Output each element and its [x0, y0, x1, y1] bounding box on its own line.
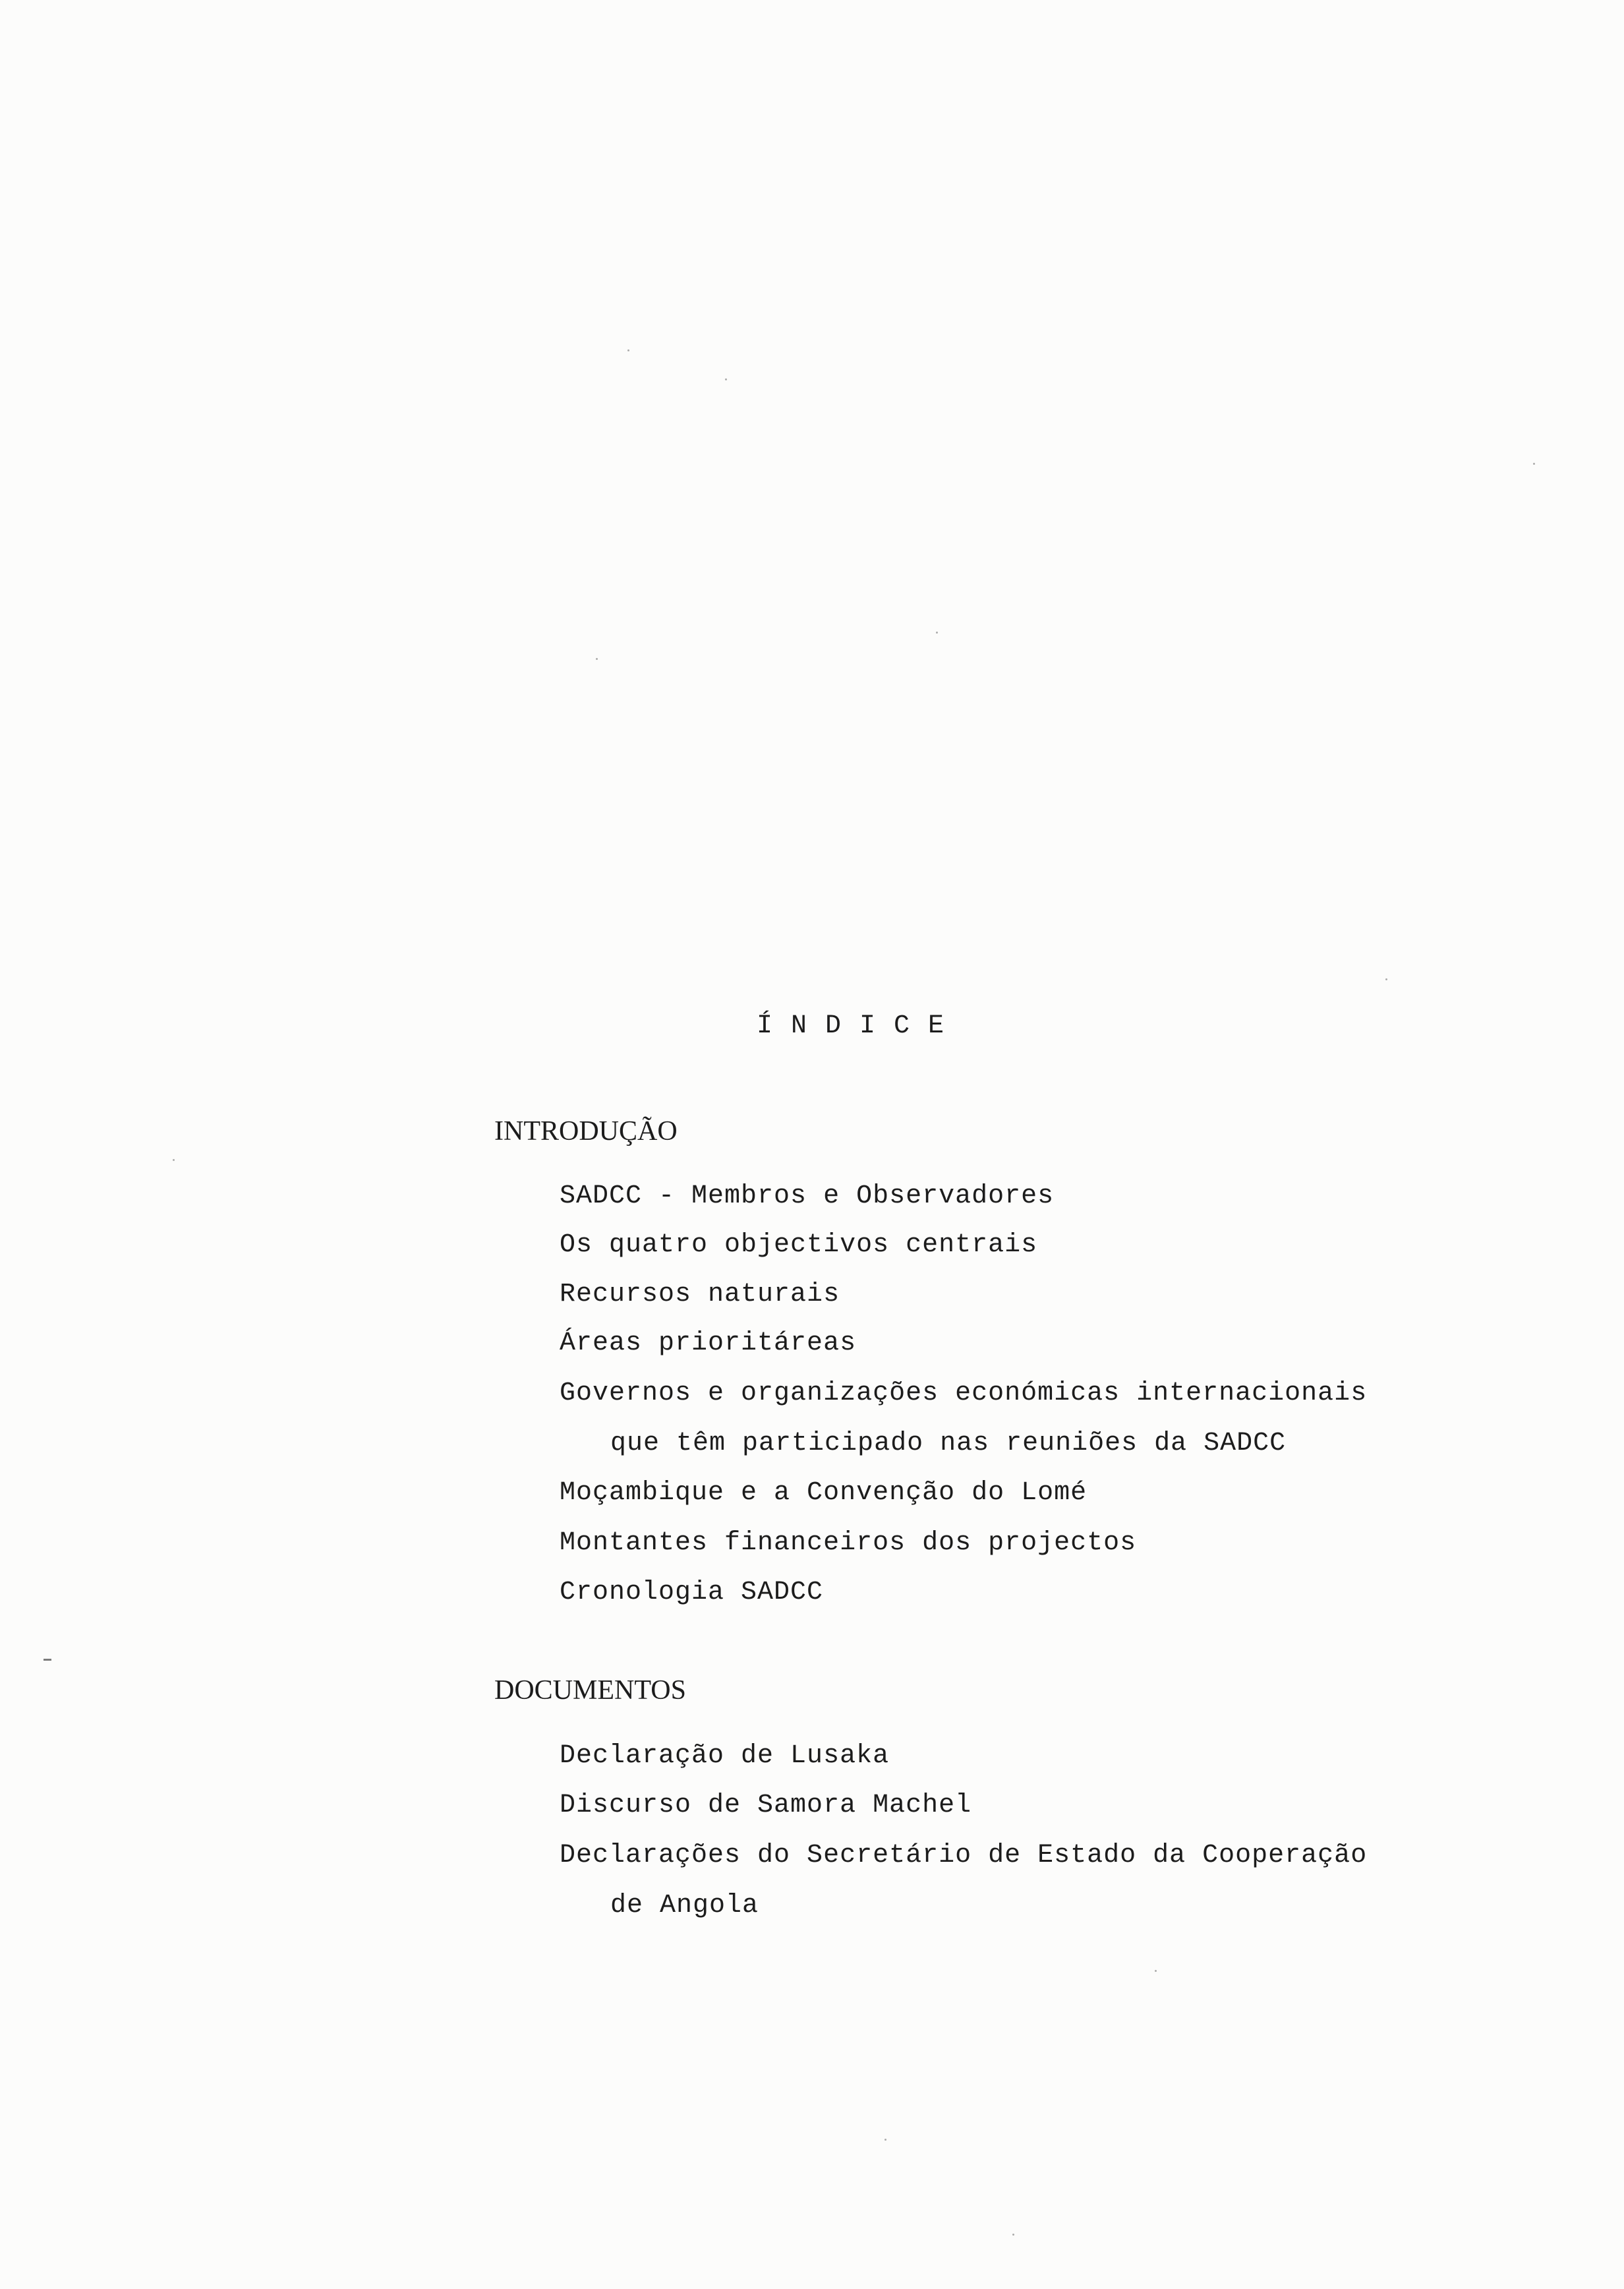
toc-item: Recursos naturais — [560, 1280, 840, 1309]
section-heading-introducao: INTRODUÇÃO — [494, 1116, 678, 1146]
toc-item: Discurso de Samora Machel — [560, 1791, 972, 1820]
scan-speck — [725, 378, 727, 380]
toc-item: Governos e organizações económicas internacionais — [560, 1379, 1368, 1408]
scan-speck — [627, 349, 629, 351]
scan-speck — [173, 1159, 175, 1161]
toc-item: Declaração de Lusaka — [560, 1741, 890, 1771]
toc-item: Cronologia SADCC — [560, 1578, 824, 1607]
section-heading-documentos: DOCUMENTOS — [494, 1675, 686, 1706]
scan-speck — [1155, 1970, 1157, 1972]
toc-item: Declarações do Secretário de Estado da Cooperação — [560, 1841, 1368, 1870]
scan-speck — [936, 632, 938, 634]
scan-speck — [596, 658, 598, 660]
toc-item: Moçambique e a Convenção do Lomé — [560, 1478, 1088, 1508]
toc-item: Montantes financeiros dos projectos — [560, 1528, 1137, 1558]
scan-speck — [884, 2139, 886, 2141]
scan-speck — [1533, 463, 1535, 465]
toc-item-continuation: que têm participado nas reuniões da SADCC — [610, 1429, 1287, 1458]
scan-speck — [1385, 978, 1387, 980]
toc-item-continuation: de Angola — [610, 1891, 759, 1920]
page-title: ÍNDICE — [757, 1011, 963, 1041]
toc-item: SADCC - Membros e Observadores — [560, 1181, 1055, 1211]
scan-speck — [1012, 2234, 1014, 2236]
toc-item: Áreas prioritáreas — [560, 1328, 857, 1358]
scan-mark — [44, 1659, 51, 1661]
toc-item: Os quatro objectivos centrais — [560, 1230, 1038, 1260]
